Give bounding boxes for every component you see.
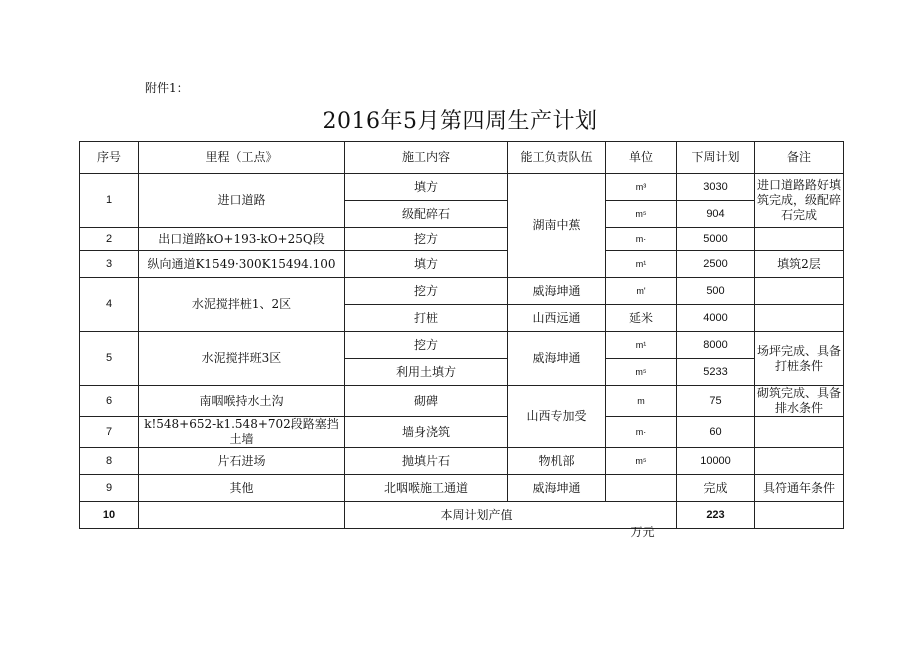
cell-remark: 砌筑完成、具备排水条件 <box>755 386 844 417</box>
cell-unit: m¹ <box>606 332 677 359</box>
cell-remark: 进口道路路好填筑完成，级配碎石完成 <box>755 174 844 228</box>
cell-content: 级配碎石 <box>345 201 508 228</box>
cell-plan: 904 <box>677 201 755 228</box>
cell-unit: m¹ <box>606 251 677 278</box>
header-seq: 序号 <box>80 142 139 174</box>
cell-mileage: 水泥搅拌桩1、2区 <box>139 278 345 332</box>
cell-unit: m' <box>606 278 677 305</box>
cell-plan: 4000 <box>677 305 755 332</box>
cell-content: 打桩 <box>345 305 508 332</box>
cell-mileage: 出口道路kO+193-kO+25Q段 <box>139 228 345 251</box>
cell-content: 砌碑 <box>345 386 508 417</box>
cell-plan: 5000 <box>677 228 755 251</box>
document-title: 2016年5月第四周生产计划 <box>322 109 598 134</box>
cell-plan: 500 <box>677 278 755 305</box>
cell-plan: 完成 <box>677 475 755 502</box>
cell-content: 挖方 <box>345 228 508 251</box>
cell-plan: 223 <box>677 502 755 529</box>
cell-seq: 8 <box>80 448 139 475</box>
cell-plan: 75 <box>677 386 755 417</box>
cell-plan: 3030 <box>677 174 755 201</box>
header-mileage: 里程（工点》 <box>139 142 345 174</box>
cell-seq: 5 <box>80 332 139 386</box>
cell-unit: m <box>606 386 677 417</box>
cell-content: 北咽喉施工通道 <box>345 475 508 502</box>
cell-remark <box>755 228 844 251</box>
cell-content: 挖方 <box>345 278 508 305</box>
cell-team: 山西专加受 <box>508 386 606 448</box>
cell-seq: 4 <box>80 278 139 332</box>
cell-remark: 具符通年条件 <box>755 475 844 502</box>
cell-team: 山西远通 <box>508 305 606 332</box>
cell-mileage: 其他 <box>139 475 345 502</box>
cell-seq: 7 <box>80 417 139 448</box>
cell-seq: 10 <box>80 502 139 529</box>
cell-content: 填方 <box>345 251 508 278</box>
cell-unit: m⁵ <box>606 359 677 386</box>
cell-plan: 8000 <box>677 332 755 359</box>
cell-team: 威海坤通 <box>508 332 606 386</box>
cell-remark: 填筑2层 <box>755 251 844 278</box>
table-row <box>80 332 844 359</box>
cell-unit: m⁵ <box>606 201 677 228</box>
cell-mileage: 水泥搅拌班3区 <box>139 332 345 386</box>
cell-mileage: 片石进场 <box>139 448 345 475</box>
attachment-label: 附件1： <box>145 81 189 95</box>
cell-remark <box>755 448 844 475</box>
table-row <box>80 417 844 448</box>
cell-plan: 5233 <box>677 359 755 386</box>
table-row <box>80 228 844 251</box>
cell-seq: 1 <box>80 174 139 228</box>
header-team: 能工负责队伍 <box>508 142 606 174</box>
header-plan: 下周计划 <box>677 142 755 174</box>
cell-plan: 2500 <box>677 251 755 278</box>
header-content: 施工内容 <box>345 142 508 174</box>
cell-remark <box>755 417 844 448</box>
table-row <box>80 448 844 475</box>
cell-team: 湖南中蕉 <box>508 174 606 278</box>
cell-seq: 3 <box>80 251 139 278</box>
cell-team: 物机部 <box>508 448 606 475</box>
cell-unit: 延米 <box>606 305 677 332</box>
cell-seq: 6 <box>80 386 139 417</box>
table-row <box>80 475 844 502</box>
cell-plan: 10000 <box>677 448 755 475</box>
cell-mileage: 进口道路 <box>139 174 345 228</box>
cell-mileage: 南咽喉持水土沟 <box>139 386 345 417</box>
cell-mileage <box>139 502 345 529</box>
cell-unit: m· <box>606 417 677 448</box>
cell-content: 挖方 <box>345 332 508 359</box>
table-row-total <box>80 502 844 529</box>
table-row <box>80 251 844 278</box>
cell-seq: 9 <box>80 475 139 502</box>
header-unit: 单位 <box>606 142 677 174</box>
cell-team: 威海坤通 <box>508 475 606 502</box>
cell-remark <box>755 502 844 529</box>
cell-remark <box>755 278 844 305</box>
cell-mileage: 纵向通道K1549·300K15494.100 <box>139 251 345 278</box>
cell-remark: 场坪完成、具备打桩条件 <box>755 332 844 386</box>
cell-seq: 2 <box>80 228 139 251</box>
cell-mileage: k!548+652-k1.548+702段路塞挡土墙 <box>139 417 345 448</box>
cell-unit: m³ <box>606 174 677 201</box>
cell-content: 抛填片石 <box>345 448 508 475</box>
cell-content: 利用土填方 <box>345 359 508 386</box>
cell-plan: 60 <box>677 417 755 448</box>
cell-unit: m⁵ <box>606 448 677 475</box>
production-plan-table <box>79 141 844 529</box>
table-row <box>80 174 844 201</box>
cell-content: 填方 <box>345 174 508 201</box>
cell-remark <box>755 305 844 332</box>
cell-unit: m· <box>606 228 677 251</box>
table-header-row <box>80 142 844 174</box>
table-row <box>80 278 844 305</box>
cell-team: 威海坤通 <box>508 278 606 305</box>
header-remark: 备注 <box>755 142 844 174</box>
total-unit: 万元 <box>630 525 655 539</box>
cell-unit <box>606 475 677 502</box>
cell-content: 墙身浇筑 <box>345 417 508 448</box>
total-label: 本周计划产值 <box>440 507 513 522</box>
table-row <box>80 386 844 417</box>
